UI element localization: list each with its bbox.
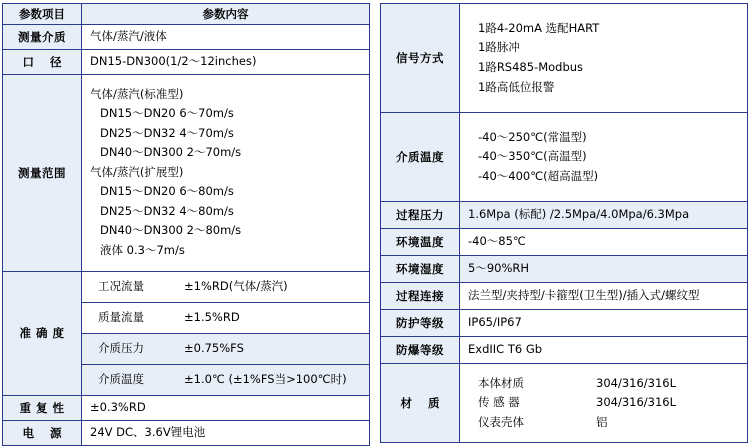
value-line: 24V DC、3.6V锂电池	[90, 424, 206, 439]
row-label-process-pressure: 过程压力	[381, 202, 460, 229]
value-line: 法兰型/夹持型/卡箍型(卫生型)/插入式/螺纹型	[468, 288, 700, 303]
material-item-name: 本体材质	[478, 375, 524, 390]
value-line: DN40～DN300 2～80m/s	[100, 223, 242, 238]
value-line	[468, 413, 747, 433]
material-item-name: 传 感 器	[478, 395, 520, 410]
accuracy-item-value: ±1.5%RD	[184, 309, 240, 324]
row-label-process-connection: 过程连接	[381, 283, 460, 310]
value-line: DN25～DN32 4～70m/s	[100, 125, 234, 140]
row-label-medium-temperature: 介质温度	[381, 113, 460, 202]
table-row	[3, 49, 370, 74]
left-parameter-table	[2, 3, 370, 446]
accuracy-item-name: 介质温度	[98, 371, 144, 386]
header-parameter-item: 参数项目	[3, 4, 82, 25]
table-row	[381, 364, 748, 443]
accuracy-item-value: ±0.75%FS	[184, 340, 244, 355]
value-line: 5～90%RH	[468, 261, 530, 276]
value-line: DN15～DN20 6～80m/s	[100, 184, 234, 199]
row-label-repeatability: 重 复 性	[3, 395, 82, 420]
table-row	[381, 283, 748, 310]
row-value-medium-temperature	[460, 113, 748, 202]
row-label-signal-type: 信号方式	[381, 4, 460, 113]
row-value-repeatability	[82, 395, 370, 420]
accuracy-item-name: 介质压力	[98, 340, 144, 355]
material-item-value: 304/316/316L	[596, 375, 677, 390]
table-row	[3, 25, 370, 50]
right-parameter-table	[380, 3, 748, 443]
value-line: 气体/蒸汽(扩展型)	[90, 164, 184, 179]
row-value-material	[460, 364, 748, 443]
row-label-ambient-temperature: 环境温度	[381, 229, 460, 256]
row-value-caliber	[82, 49, 370, 74]
accuracy-item-name: 质量流量	[98, 309, 144, 324]
accuracy-working-flow	[82, 271, 370, 302]
value-line	[468, 393, 747, 413]
row-label-ambient-humidity: 环境湿度	[381, 256, 460, 283]
row-value-medium	[82, 25, 370, 50]
material-item-name: 仪表壳体	[478, 414, 524, 429]
row-label-accuracy: 准 确 度	[3, 271, 82, 395]
table-row	[381, 310, 748, 337]
value-line	[468, 374, 747, 394]
accuracy-item-name: 工况流量	[98, 278, 144, 293]
row-label-caliber: 口 径	[3, 49, 82, 74]
material-item-value: 铝	[596, 414, 608, 429]
row-value-protection-grade	[460, 310, 748, 337]
value-line: -40～350℃(高温型)	[478, 149, 587, 164]
value-line: DN15～DN20 6～70m/s	[100, 106, 234, 121]
accuracy-item-value: ±1%RD(气体/蒸汽)	[184, 278, 288, 293]
row-value-ambient-humidity	[460, 256, 748, 283]
value-line: ExdIIC T6 Gb	[468, 342, 543, 357]
row-value-signal-type	[460, 4, 748, 113]
value-line: IP65/IP67	[468, 315, 522, 330]
table-row	[381, 202, 748, 229]
material-item-value: 304/316/316L	[596, 395, 677, 410]
row-label-power: 电 源	[3, 420, 82, 445]
value-line: 气体/蒸汽/液体	[90, 29, 167, 43]
header-parameter-content: 参数内容	[82, 4, 370, 25]
table-row	[381, 229, 748, 256]
table-row	[381, 4, 748, 113]
row-value-ambient-temperature	[460, 229, 748, 256]
value-line: 液体 0.3～7m/s	[100, 243, 185, 258]
row-label-range: 测量范围	[3, 74, 82, 271]
row-value-process-pressure	[460, 202, 748, 229]
value-line: -40～85℃	[468, 234, 526, 249]
row-label-medium: 测量介质	[3, 25, 82, 50]
value-line: 1路高低位报警	[478, 79, 555, 94]
value-line: DN40～DN300 2～70m/s	[100, 145, 242, 160]
value-line: -40～250℃(常温型)	[478, 129, 587, 144]
row-value-process-connection	[460, 283, 748, 310]
accuracy-item-value: ±1.0℃ (±1%FS当>100℃时)	[184, 371, 347, 386]
value-line: DN25～DN32 4～80m/s	[100, 203, 234, 218]
table-row	[3, 74, 370, 271]
table-row	[3, 395, 370, 420]
accuracy-mass-flow	[82, 302, 370, 333]
value-line: DN15-DN300(1/2～12inches)	[90, 53, 257, 68]
value-line: 气体/蒸汽(标准型)	[90, 86, 184, 101]
value-line: ±0.3%RD	[90, 399, 146, 414]
value-line: -40～400℃(超高温型)	[478, 168, 599, 183]
table-row	[381, 256, 748, 283]
row-label-explosion-grade: 防爆等级	[381, 337, 460, 364]
table-row	[381, 337, 748, 364]
value-line: 1路脉冲	[478, 40, 520, 55]
table-row	[3, 271, 370, 302]
value-line: 1路4-20mA 选配HART	[478, 20, 600, 35]
row-label-protection-grade: 防护等级	[381, 310, 460, 337]
accuracy-medium-pressure	[82, 333, 370, 364]
value-line: 1.6Mpa (标配) /2.5Mpa/4.0Mpa/6.3Mpa	[468, 207, 690, 222]
table-row	[3, 420, 370, 445]
row-value-power	[82, 420, 370, 445]
table-row	[381, 113, 748, 202]
value-line: 1路RS485-Modbus	[478, 60, 584, 74]
accuracy-medium-temperature	[82, 364, 370, 395]
table-header-row	[3, 4, 370, 25]
row-value-explosion-grade	[460, 337, 748, 364]
row-label-material: 材 质	[381, 364, 460, 443]
row-value-range	[82, 74, 370, 271]
